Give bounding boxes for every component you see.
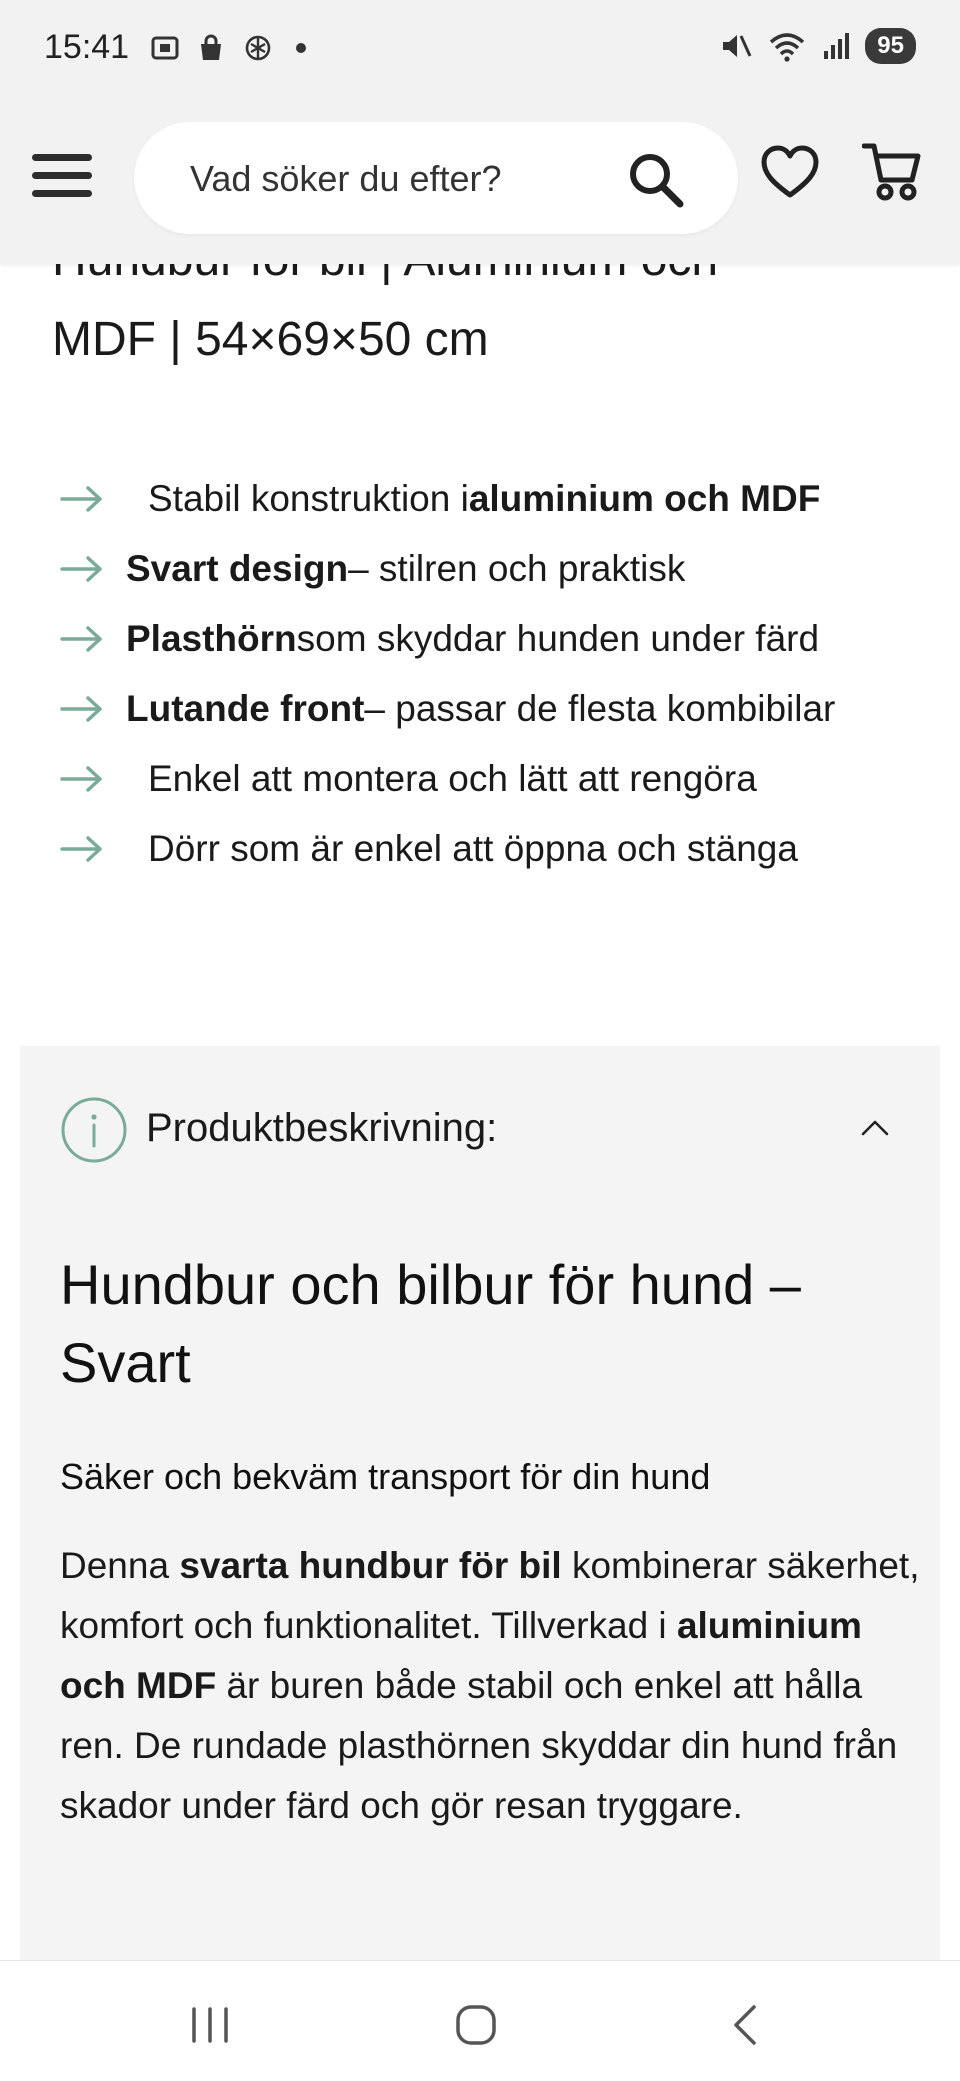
paragraph-text: kombinerar säkerhet, komfort och funktionalitet. Tillverkad i [60, 1545, 920, 1646]
arrow-right-icon [60, 486, 126, 512]
system-navigation-bar [0, 1960, 960, 2081]
product-description-accordion [20, 1046, 940, 1960]
feature-item [60, 814, 940, 884]
back-icon[interactable] [730, 2003, 760, 2047]
accordion-toggle[interactable] [20, 1046, 940, 1216]
feature-bold: Svart design [126, 548, 349, 589]
feature-bold: Plasthörn [126, 618, 297, 659]
status-time: 15:41 [44, 28, 130, 66]
feature-text: Dörr som är enkel att öppna och stänga [148, 828, 798, 869]
feature-text: – passar de flesta kombibilar [364, 688, 836, 729]
feature-list [60, 464, 940, 884]
paragraph-text: är buren både stabil och enkel att hålla ren. De rundade plasthörnen skyddar din hund från skador under färd och gör resan tryggare. [60, 1665, 898, 1826]
arrow-right-icon [60, 766, 126, 792]
screenshot-icon [150, 33, 180, 63]
feature-item [60, 534, 940, 604]
recent-apps-icon[interactable] [188, 2005, 232, 2045]
feature-item [60, 674, 940, 744]
arrow-right-icon [60, 626, 126, 652]
search-input[interactable] [188, 150, 612, 208]
search-box[interactable] [134, 122, 738, 234]
feature-item [60, 604, 940, 674]
search-icon[interactable] [626, 150, 686, 210]
status-bar [0, 0, 960, 96]
menu-icon[interactable] [32, 154, 96, 198]
feature-text: Enkel att montera och lätt att rengöra [148, 758, 757, 799]
chatgpt-icon [242, 32, 274, 64]
feature-bold: Lutande front [126, 688, 365, 729]
description-subheading: Säker och bekväm transport för din hund [60, 1456, 711, 1497]
description-paragraph [60, 1536, 920, 1836]
battery-indicator: 95 [865, 28, 916, 64]
product-title-line-2: MDF | 54×69×50 cm [52, 313, 489, 366]
status-notification-icons [150, 32, 306, 64]
feature-item [60, 464, 940, 534]
chevron-up-icon[interactable] [860, 1118, 890, 1138]
feature-text: Stabil konstruktion i [148, 478, 469, 519]
shopping-bag-icon [196, 33, 226, 63]
feature-item [60, 744, 940, 814]
arrow-right-icon [60, 836, 126, 862]
arrow-right-icon [60, 556, 126, 582]
paragraph-bold: aluminium och MDF [60, 1605, 862, 1706]
home-icon[interactable] [454, 2003, 498, 2047]
heart-icon[interactable] [760, 144, 820, 200]
feature-text: – stilren och praktisk [348, 548, 686, 589]
paragraph-text: Denna [60, 1545, 180, 1586]
signal-icon [821, 31, 851, 61]
description-heading: Hundbur och bilbur för hund – Svart [60, 1253, 801, 1394]
wifi-icon [767, 30, 807, 62]
cart-icon[interactable] [862, 140, 922, 204]
accordion-label: Produktbeskrivning: [146, 1106, 498, 1150]
arrow-right-icon [60, 696, 126, 722]
feature-text: som skyddar hunden under färd [296, 618, 820, 659]
feature-bold: aluminium och MDF [468, 478, 821, 519]
paragraph-bold: svarta hundbur för bil [179, 1545, 562, 1586]
status-system-icons [719, 28, 916, 64]
site-header [0, 96, 960, 264]
mute-icon [719, 30, 753, 62]
status-more-dot [296, 43, 306, 53]
info-icon [60, 1096, 128, 1164]
